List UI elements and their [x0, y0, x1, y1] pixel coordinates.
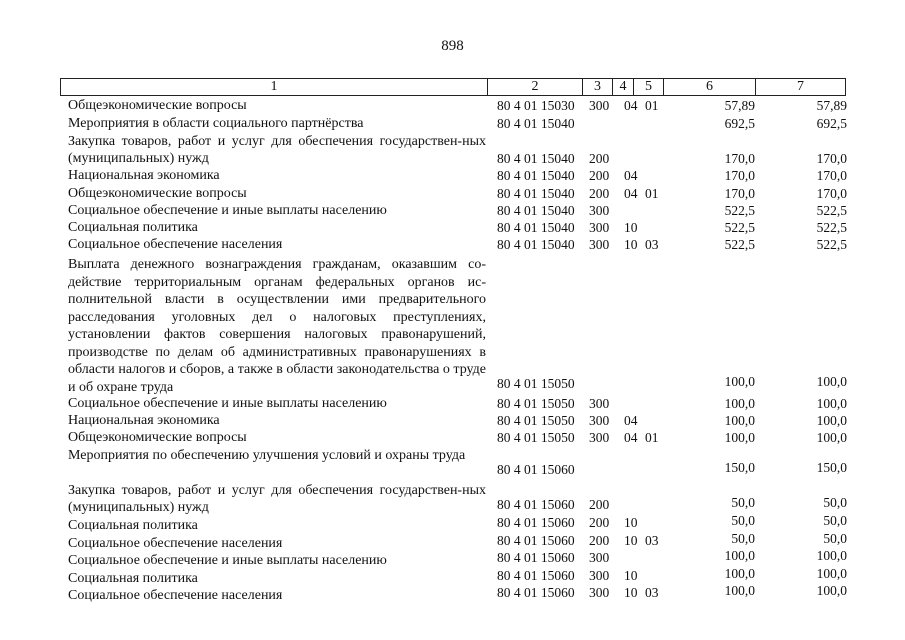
row-value-6: 50,0 [731, 495, 755, 510]
row-value-7: 100,0 [816, 374, 847, 389]
row-value-6: 170,0 [724, 186, 755, 201]
row-code: 80 4 01 15040 [497, 116, 575, 131]
row-value-7: 170,0 [816, 186, 847, 201]
row-label: Общеэкономические вопросы [68, 430, 247, 445]
row-code: 80 4 01 15050 [497, 430, 575, 445]
header-col-1: 1 [270, 79, 278, 94]
row-label: Социальная политика [68, 220, 198, 235]
row-label: Социальное обеспечение населения [68, 237, 283, 252]
row-code: 80 4 01 15040 [497, 237, 575, 252]
row-label: Мероприятия в области социального партнёрства [68, 116, 364, 131]
row-value-6: 100,0 [724, 566, 755, 581]
row-code: 80 4 01 15060 [497, 550, 575, 565]
row-value-7: 100,0 [816, 430, 847, 445]
row-col-3: 300 [589, 98, 610, 113]
row-label: Мероприятия по обеспечению улучшения условий и охраны труда [68, 448, 466, 463]
row-label: Общеэкономические вопросы [68, 186, 247, 201]
row-value-7: 50,0 [823, 513, 847, 528]
row-value-7: 100,0 [816, 566, 847, 581]
row-col-3: 200 [589, 186, 610, 201]
row-code: 80 4 01 15060 [497, 515, 575, 530]
row-code: 80 4 01 15040 [497, 203, 575, 218]
row-col-4: 10 [624, 585, 638, 600]
row-value-7: 50,0 [823, 531, 847, 546]
row-col-4: 10 [624, 515, 638, 530]
row-col-5: 03 [645, 585, 659, 600]
row-value-6: 100,0 [724, 374, 755, 389]
row-value-7: 150,0 [816, 460, 847, 475]
row-value-7: 100,0 [816, 396, 847, 411]
row-col-5: 01 [645, 98, 659, 113]
row-value-7: 692,5 [816, 116, 847, 131]
row-code: 80 4 01 15060 [497, 462, 575, 477]
row-label: Социальное обеспечение населения [68, 536, 283, 551]
row-col-3: 200 [589, 168, 610, 183]
row-code: 80 4 01 15060 [497, 568, 575, 583]
row-code: 80 4 01 15030 [497, 98, 575, 113]
row-col-3: 200 [589, 151, 610, 166]
row-label: Социальное обеспечение населения [68, 588, 283, 603]
row-value-7: 100,0 [816, 583, 847, 598]
row-col-3: 300 [589, 237, 610, 252]
row-code: 80 4 01 15040 [497, 186, 575, 201]
row-value-6: 170,0 [724, 151, 755, 166]
row-col-4: 10 [624, 568, 638, 583]
row-value-6: 100,0 [724, 548, 755, 563]
row-label: Социальное обеспечение и иные выплаты населению [68, 396, 387, 411]
row-value-6: 522,5 [724, 220, 755, 235]
row-value-6: 522,5 [724, 203, 755, 218]
row-col-5: 01 [645, 430, 659, 445]
row-code: 80 4 01 15050 [497, 396, 575, 411]
row-value-7: 522,5 [816, 220, 847, 235]
row-value-6: 50,0 [731, 513, 755, 528]
row-col-3: 300 [589, 220, 610, 235]
row-code: 80 4 01 15040 [497, 151, 575, 166]
row-col-5: 03 [645, 533, 659, 548]
row-code: 80 4 01 15050 [497, 376, 575, 391]
header-col-6: 6 [663, 79, 755, 95]
row-col-4: 10 [624, 533, 638, 548]
row-label: Социальное обеспечение и иные выплаты населению [68, 553, 387, 568]
row-value-6: 100,0 [724, 396, 755, 411]
row-code: 80 4 01 15050 [497, 413, 575, 428]
row-value-7: 50,0 [823, 495, 847, 510]
row-col-4: 10 [624, 220, 638, 235]
row-value-6: 50,0 [731, 531, 755, 546]
row-col-4: 04 [624, 186, 638, 201]
row-value-7: 57,89 [816, 98, 847, 113]
row-col-3: 200 [589, 533, 610, 548]
row-col-3: 200 [589, 497, 610, 512]
table-header [60, 78, 846, 96]
row-value-6: 100,0 [724, 430, 755, 445]
row-col-3: 300 [589, 550, 610, 565]
row-col-3: 300 [589, 203, 610, 218]
row-value-6: 692,5 [724, 116, 755, 131]
row-label: Общеэкономические вопросы [68, 98, 247, 113]
header-col-2: 2 [487, 79, 582, 95]
row-value-7: 170,0 [816, 168, 847, 183]
row-value-6: 170,0 [724, 168, 755, 183]
header-col-7: 7 [755, 79, 845, 95]
row-col-3: 300 [589, 396, 610, 411]
header-col-3: 3 [582, 79, 612, 95]
row-value-7: 522,5 [816, 203, 847, 218]
row-code: 80 4 01 15040 [497, 168, 575, 183]
row-col-4: 04 [624, 430, 638, 445]
row-code: 80 4 01 15060 [497, 497, 575, 512]
row-value-6: 522,5 [724, 237, 755, 252]
row-col-4: 04 [624, 98, 638, 113]
row-label: Социальная политика [68, 571, 198, 586]
row-label: Выплата денежного вознаграждения гражданам, оказавшим со-действие территориальным органам федеральных органов ис-полнительной власти в осуществлении ими предварительного расследования уголовных дел о налоговых преступлениях, установлении фактов совершения налоговых правонарушений, производстве по делам об административных правонарушениях в области налогов и сборов, а также в области законодательства о труде и об охране труда [68, 257, 486, 395]
row-col-4: 10 [624, 237, 638, 252]
row-col-5: 01 [645, 186, 659, 201]
row-label: Социальное обеспечение и иные выплаты населению [68, 203, 387, 218]
row-col-3: 300 [589, 585, 610, 600]
row-value-6: 100,0 [724, 583, 755, 598]
row-value-7: 170,0 [816, 151, 847, 166]
row-code: 80 4 01 15040 [497, 220, 575, 235]
row-col-3: 200 [589, 515, 610, 530]
row-col-3: 300 [589, 430, 610, 445]
row-value-6: 57,89 [724, 98, 755, 113]
row-value-7: 522,5 [816, 237, 847, 252]
row-code: 80 4 01 15060 [497, 585, 575, 600]
page-number: 898 [441, 38, 464, 54]
row-col-3: 300 [589, 568, 610, 583]
row-col-4: 04 [624, 168, 638, 183]
row-value-6: 100,0 [724, 413, 755, 428]
row-value-7: 100,0 [816, 413, 847, 428]
row-label: Социальная политика [68, 518, 198, 533]
row-label: Национальная экономика [68, 168, 220, 183]
row-code: 80 4 01 15060 [497, 533, 575, 548]
row-value-6: 150,0 [724, 460, 755, 475]
row-col-3: 300 [589, 413, 610, 428]
row-label: Национальная экономика [68, 413, 220, 428]
row-label: Закупка товаров, работ и услуг для обеспечения государствен-ных (муниципальных) нужд [68, 134, 486, 166]
row-label: Закупка товаров, работ и услуг для обеспечения государствен-ных (муниципальных) нужд [68, 483, 486, 515]
row-col-5: 03 [645, 237, 659, 252]
row-col-4: 04 [624, 413, 638, 428]
row-value-7: 100,0 [816, 548, 847, 563]
header-col-4: 4 [612, 79, 633, 95]
header-col-5: 5 [633, 79, 663, 95]
